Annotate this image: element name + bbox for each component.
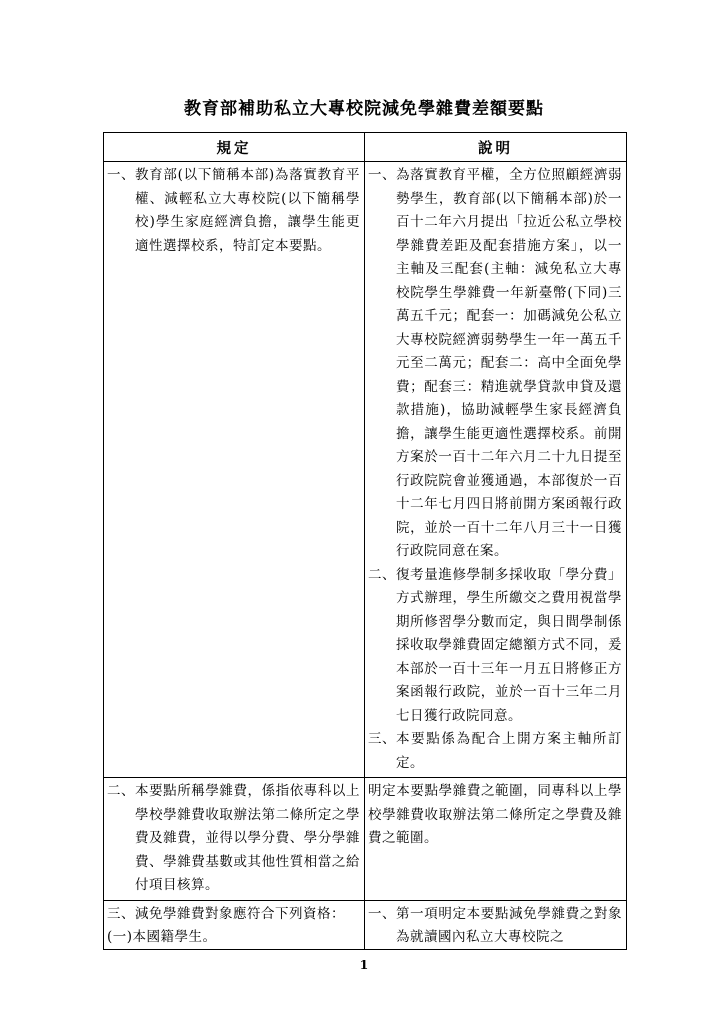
table-row-1 <box>104 161 626 777</box>
header-cell-regulation: 規定 <box>104 133 365 161</box>
item-number: 一、 <box>368 905 396 922</box>
item-number: 一、 <box>107 167 135 183</box>
item-text: 本要點係為配合上開方案主軸所訂定。 <box>396 731 622 771</box>
plain-item: (一)本國籍學生。 <box>107 929 217 945</box>
item-text: 第一項明定本要點減免學雜費之對象為就讀國內私立大專校院之 <box>396 905 622 945</box>
numbered-item <box>107 903 360 927</box>
numbered-item <box>368 728 622 775</box>
item-text: 復考量進修學制多採收取「學分費」方式辦理，學生所繳交之費用視當學期所修習學分數而定，與日間學制係採收取學雜費固定總額方式不同，爰本部於一百十三年一月五日將修正方案函報行政院，並於一百十三年二月七日獲行政院同意。 <box>396 566 622 724</box>
numbered-item <box>107 164 360 258</box>
item-number: 三、 <box>107 905 135 922</box>
cell-regulation-1 <box>104 162 365 777</box>
table-row-2 <box>104 777 626 900</box>
cell-explanation-1 <box>365 162 626 777</box>
table-header-row <box>104 133 626 161</box>
item-number: 二、 <box>368 566 396 583</box>
numbered-item <box>368 164 622 564</box>
table-row-3 <box>104 900 626 949</box>
item-number: 三、 <box>368 731 396 747</box>
header-cell-explanation: 說明 <box>478 139 513 157</box>
item-number: 二、 <box>107 783 135 799</box>
item-number: 一、 <box>368 167 396 183</box>
item-text: 教育部(以下簡稱本部)為落實教育平權、減輕私立大專校院(以下簡稱學校)學生家庭經濟負擔，讓學生能更適性選擇校系，特訂定本要點。 <box>135 167 360 254</box>
page-number: 1 <box>359 956 369 972</box>
cell-regulation-3 <box>104 901 365 949</box>
numbered-item <box>368 903 622 949</box>
item-text: 減免學雜費對象應符合下列資格： <box>135 905 345 922</box>
regulation-explanation-table <box>103 132 627 950</box>
numbered-item <box>368 564 622 729</box>
numbered-item <box>107 780 360 898</box>
cell-explanation-3 <box>365 901 626 949</box>
plain-item: 明定本要點學雜費之範圍，同專科以上學校學雜費收取辦法第二條所定之學費及雜費之範圍。 <box>368 783 622 846</box>
cell-explanation-2 <box>365 778 626 900</box>
document-title: 教育部補助私立大專校院減免學雜費差額要點 <box>184 99 544 119</box>
cell-regulation-2 <box>104 778 365 900</box>
item-text: 本要點所稱學雜費，係指依專科以上學校學雜費收取辦法第二條所定之學費及雜費，並得以學分費、學分學雜費、學雜費基數或其他性質相當之給付項目核算。 <box>135 783 360 893</box>
item-text: 為落實教育平權，全方位照顧經濟弱勢學生，教育部(以下簡稱本部)於一百十二年六月提出「拉近公私立學校學雜費差距及配套措施方案」，以一主軸及三配套(主軸：減免私立大專校院學生學雜費一年新臺幣(下同)三萬五千元；配套一：加碼減免公私立大專校院經濟弱勢學生一年一萬五千元至二萬元；配套二：高中全面免學費；配套三：精進就學貸款申貸及還款措施)，協助減輕學生家長經濟負擔，讓學生能更適性選擇校系。前開方案於一百十二年六月二十九日提至行政院院會並獲通過，本部復於一百十二年七月四日將前開方案函報行政院，並於一百十二年八月三十一日獲行政院同意在案。 <box>396 167 622 559</box>
